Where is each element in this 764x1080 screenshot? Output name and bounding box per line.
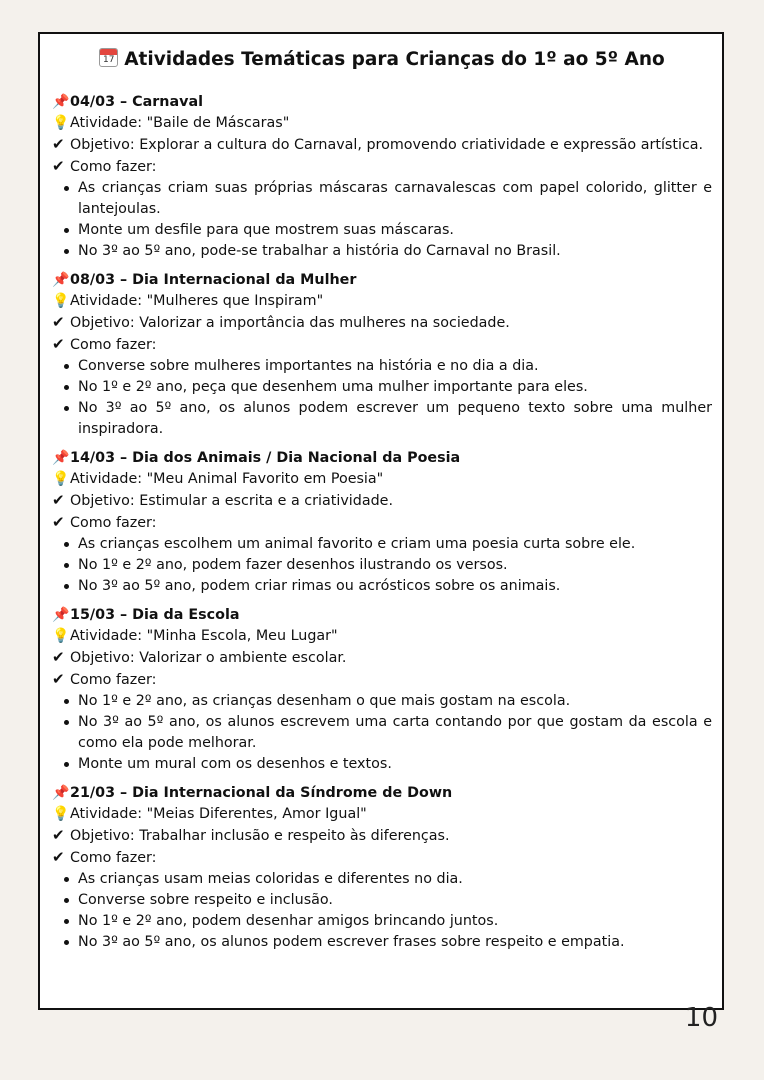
activity-line-text: Atividade: "Mulheres que Inspiram" bbox=[70, 293, 324, 309]
checkmark-icon: ✔ bbox=[52, 157, 65, 175]
activity-line-text: Atividade: "Minha Escola, Meu Lugar" bbox=[70, 628, 338, 644]
how-to-line-text: Como fazer: bbox=[70, 850, 157, 866]
how-to-line-text: Como fazer: bbox=[70, 337, 157, 353]
steps-list bbox=[52, 356, 712, 440]
section-heading bbox=[52, 448, 712, 469]
pushpin-icon: 📌 bbox=[52, 607, 70, 623]
checkmark-icon: ✔ bbox=[52, 826, 65, 844]
section-heading-text: 21/03 – Dia Internacional da Síndrome de Down bbox=[70, 785, 453, 801]
list-item: Monte um mural com os desenhos e textos. bbox=[52, 754, 712, 775]
objective-line bbox=[52, 134, 712, 156]
activity-line bbox=[52, 804, 712, 825]
objective-line-text: Objetivo: Valorizar o ambiente escolar. bbox=[70, 650, 347, 666]
activity-line bbox=[52, 469, 712, 490]
objective-line-text: Objetivo: Estimular a escrita e a criatividade. bbox=[70, 493, 393, 509]
how-to-line bbox=[52, 847, 712, 869]
pushpin-icon: 📌 bbox=[52, 94, 70, 110]
steps-list bbox=[52, 691, 712, 775]
checkmark-icon: ✔ bbox=[52, 648, 65, 666]
section-heading bbox=[52, 92, 712, 113]
list-item: No 3º ao 5º ano, podem criar rimas ou acrósticos sobre os animais. bbox=[52, 576, 712, 597]
how-to-line bbox=[52, 156, 712, 178]
page-number: 10 bbox=[684, 1003, 718, 1033]
list-item: Converse sobre mulheres importantes na história e no dia a dia. bbox=[52, 356, 712, 377]
section-heading bbox=[52, 783, 712, 804]
activity-section bbox=[52, 783, 712, 953]
pushpin-icon: 📌 bbox=[52, 272, 70, 288]
steps-list bbox=[52, 178, 712, 262]
section-heading bbox=[52, 605, 712, 626]
pushpin-icon: 📌 bbox=[52, 785, 70, 801]
lightbulb-icon: 💡 bbox=[52, 628, 70, 644]
how-to-line bbox=[52, 334, 712, 356]
calendar-icon: 17 bbox=[99, 48, 118, 67]
list-item: No 3º ao 5º ano, os alunos podem escrever um pequeno texto sobre uma mulher inspiradora. bbox=[52, 398, 712, 440]
section-heading-text: 15/03 – Dia da Escola bbox=[70, 607, 240, 623]
steps-list bbox=[52, 534, 712, 597]
list-item: No 1º e 2º ano, as crianças desenham o que mais gostam na escola. bbox=[52, 691, 712, 712]
lightbulb-icon: 💡 bbox=[52, 471, 70, 487]
checkmark-icon: ✔ bbox=[52, 135, 65, 153]
checkmark-icon: ✔ bbox=[52, 491, 65, 509]
activity-line-text: Atividade: "Baile de Máscaras" bbox=[70, 115, 290, 131]
activity-section bbox=[52, 270, 712, 440]
list-item: No 3º ao 5º ano, os alunos escrevem uma carta contando por que gostam da escola e como ela pode melhorar. bbox=[52, 712, 712, 754]
how-to-line bbox=[52, 669, 712, 691]
objective-line bbox=[52, 825, 712, 847]
activity-line-text: Atividade: "Meu Animal Favorito em Poesia" bbox=[70, 471, 384, 487]
list-item: No 3º ao 5º ano, os alunos podem escrever frases sobre respeito e empatia. bbox=[52, 932, 712, 953]
how-to-line-text: Como fazer: bbox=[70, 159, 157, 175]
pushpin-icon: 📌 bbox=[52, 450, 70, 466]
steps-list bbox=[52, 869, 712, 953]
objective-line bbox=[52, 647, 712, 669]
page-title-text: Atividades Temáticas para Crianças do 1º ao 5º Ano bbox=[124, 49, 665, 70]
how-to-line-text: Como fazer: bbox=[70, 672, 157, 688]
list-item: No 1º e 2º ano, podem desenhar amigos brincando juntos. bbox=[52, 911, 712, 932]
activity-section bbox=[52, 448, 712, 597]
list-item: As crianças escolhem um animal favorito e criam uma poesia curta sobre ele. bbox=[52, 534, 712, 555]
list-item: Converse sobre respeito e inclusão. bbox=[52, 890, 712, 911]
objective-line bbox=[52, 312, 712, 334]
list-item: Monte um desfile para que mostrem suas máscaras. bbox=[52, 220, 712, 241]
section-heading-text: 14/03 – Dia dos Animais / Dia Nacional da Poesia bbox=[70, 450, 461, 466]
checkmark-icon: ✔ bbox=[52, 848, 65, 866]
how-to-line-text: Como fazer: bbox=[70, 515, 157, 531]
section-heading bbox=[52, 270, 712, 291]
activity-section bbox=[52, 92, 712, 262]
activity-sections bbox=[52, 92, 712, 953]
activity-line bbox=[52, 291, 712, 312]
activity-section bbox=[52, 605, 712, 775]
list-item: As crianças usam meias coloridas e diferentes no dia. bbox=[52, 869, 712, 890]
list-item: No 1º e 2º ano, podem fazer desenhos ilustrando os versos. bbox=[52, 555, 712, 576]
objective-line-text: Objetivo: Trabalhar inclusão e respeito às diferenças. bbox=[70, 828, 450, 844]
lightbulb-icon: 💡 bbox=[52, 115, 70, 131]
page-title bbox=[52, 48, 712, 70]
list-item: As crianças criam suas próprias máscaras carnavalescas com papel colorido, glitter e lantejoulas. bbox=[52, 178, 712, 220]
checkmark-icon: ✔ bbox=[52, 335, 65, 353]
checkmark-icon: ✔ bbox=[52, 670, 65, 688]
activity-line-text: Atividade: "Meias Diferentes, Amor Igual" bbox=[70, 806, 367, 822]
section-heading-text: 04/03 – Carnaval bbox=[70, 94, 204, 110]
section-heading-text: 08/03 – Dia Internacional da Mulher bbox=[70, 272, 357, 288]
activity-line bbox=[52, 626, 712, 647]
activity-line bbox=[52, 113, 712, 134]
objective-line bbox=[52, 490, 712, 512]
how-to-line bbox=[52, 512, 712, 534]
lightbulb-icon: 💡 bbox=[52, 293, 70, 309]
list-item: No 3º ao 5º ano, pode-se trabalhar a história do Carnaval no Brasil. bbox=[52, 241, 712, 262]
lightbulb-icon: 💡 bbox=[52, 806, 70, 822]
document-page bbox=[38, 32, 724, 1010]
list-item: No 1º e 2º ano, peça que desenhem uma mulher importante para eles. bbox=[52, 377, 712, 398]
checkmark-icon: ✔ bbox=[52, 513, 65, 531]
objective-line-text: Objetivo: Explorar a cultura do Carnaval, promovendo criatividade e expressão artística. bbox=[70, 137, 704, 153]
checkmark-icon: ✔ bbox=[52, 313, 65, 331]
objective-line-text: Objetivo: Valorizar a importância das mulheres na sociedade. bbox=[70, 315, 510, 331]
